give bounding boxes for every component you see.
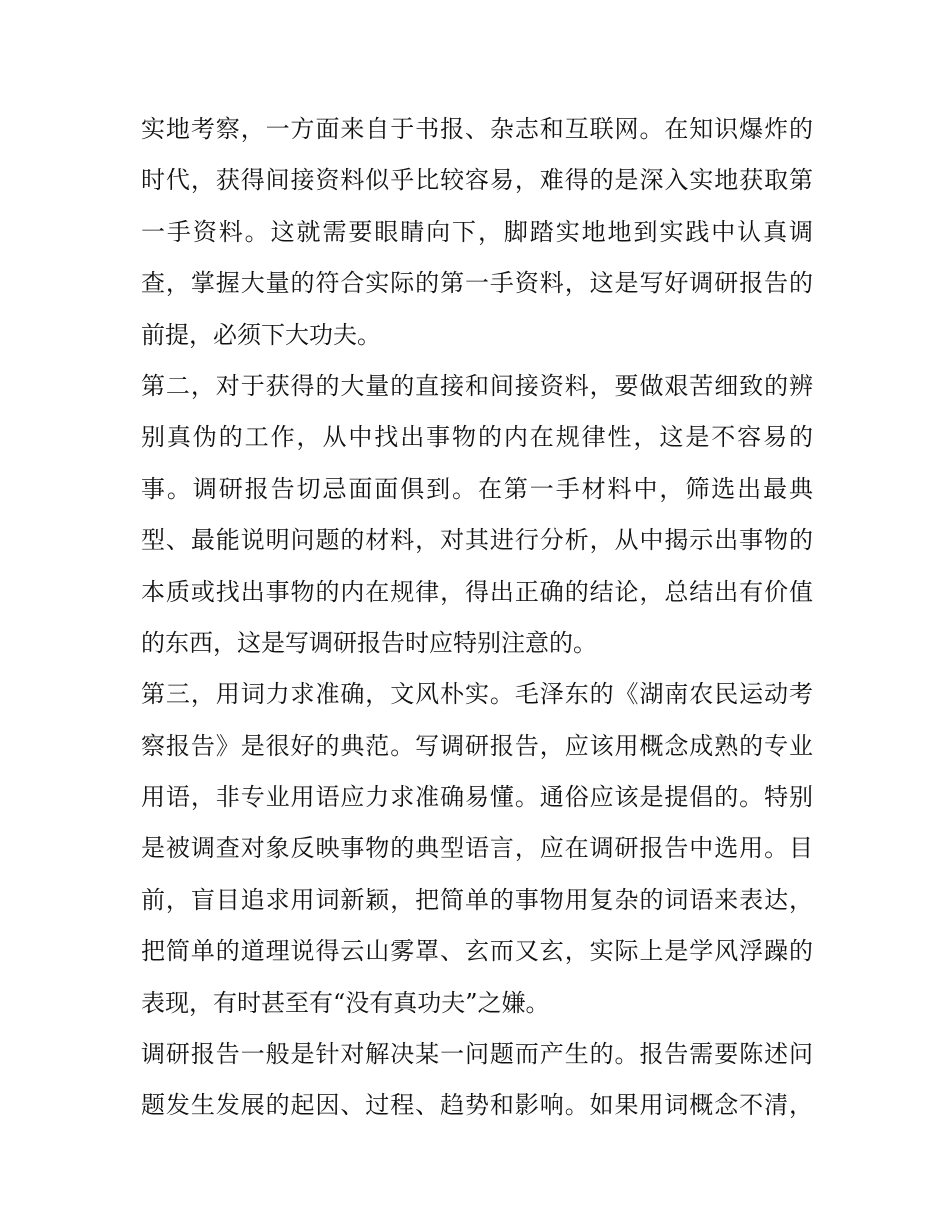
text-line: 表现，有时甚至有“没有真功夫”之嫌。 bbox=[141, 988, 550, 1017]
text-line: 题发生发展的起因、过程、趋势和影响。如果用词概念不清， bbox=[141, 1091, 813, 1120]
text-line: 的东西，这是写调研报告时应特别注意的。 bbox=[141, 628, 597, 657]
text-line: 别真伪的工作，从中找出事物的内在规律性，这是不容易的 bbox=[141, 423, 813, 452]
text-line: 第三，用词力求准确，文风朴实。毛泽东的《湖南农民运动考 bbox=[141, 680, 813, 709]
text-line: 查，掌握大量的符合实际的第一手资料，这是写好调研报告的 bbox=[141, 269, 813, 298]
text-line: 一手资料。这就需要眼睛向下，脚踏实地地到实践中认真调 bbox=[141, 217, 813, 246]
text-line: 察报告》是很好的典范。写调研报告，应该用概念成熟的专业 bbox=[141, 731, 813, 760]
text-line: 型、最能说明问题的材料，对其进行分析，从中揭示出事物的 bbox=[141, 526, 813, 555]
body-text bbox=[141, 104, 813, 1132]
text-line: 前，盲目追求用词新颖，把简单的事物用复杂的词语来表达， bbox=[141, 885, 813, 914]
text-line: 事。调研报告切忌面面俱到。在第一手材料中，筛选出最典 bbox=[141, 474, 813, 503]
text-line: 前提，必须下大功夫。 bbox=[141, 320, 381, 349]
text-line: 是被调查对象反映事物的典型语言，应在调研报告中选用。目 bbox=[141, 834, 813, 863]
text-line: 把简单的道理说得云山雾罩、玄而又玄，实际上是学风浮躁的 bbox=[141, 937, 813, 966]
text-line: 本质或找出事物的内在规律，得出正确的结论，总结出有价值 bbox=[141, 577, 813, 606]
text-line: 实地考察，一方面来自于书报、杂志和互联网。在知识爆炸的 bbox=[141, 115, 813, 143]
text-line: 第二，对于获得的大量的直接和间接资料，要做艰苦细致的辨 bbox=[141, 371, 813, 400]
text-line: 时代，获得间接资料似乎比较容易，难得的是深入实地获取第 bbox=[141, 166, 813, 195]
text-line: 用语，非专业用语应力求准确易懂。通俗应该是提倡的。特别 bbox=[141, 783, 813, 812]
text-line: 调研报告一般是针对解决某一问题而产生的。报告需要陈述问 bbox=[141, 1040, 813, 1069]
